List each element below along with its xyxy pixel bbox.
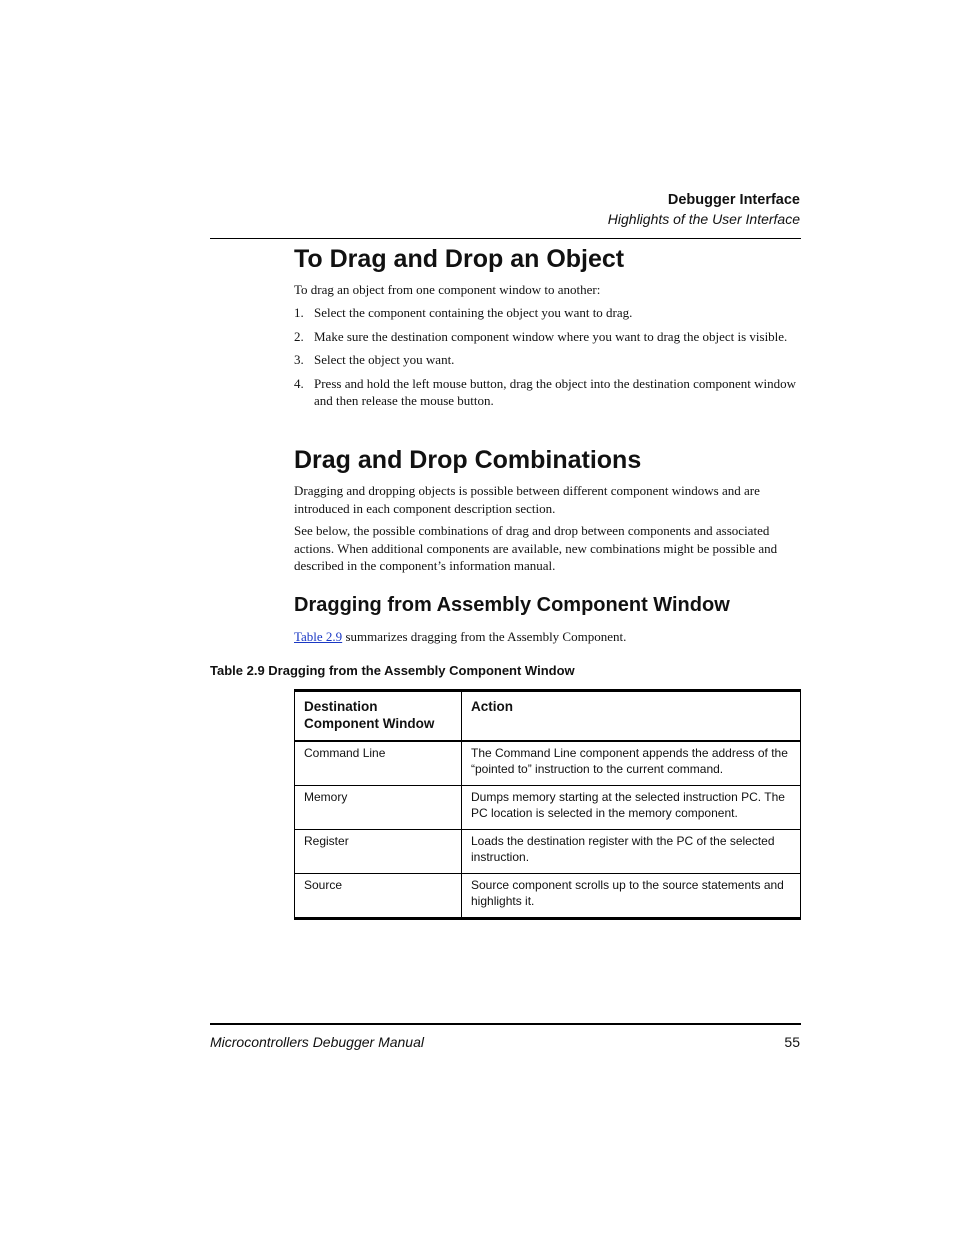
paragraph	[294, 628, 800, 646]
list-item	[294, 328, 800, 346]
step-text: Select the object you want.	[314, 352, 455, 367]
list-item	[294, 375, 800, 410]
header-rule	[210, 238, 801, 239]
page-number: 55	[784, 1034, 800, 1050]
step-number: 4.	[294, 375, 304, 391]
section-heading-dragging-from-assembly: Dragging from Assembly Component Window	[294, 594, 730, 616]
paragraph: Dragging and dropping objects is possible between different component windows and are introduced in each component description section.	[294, 483, 760, 516]
section-heading-drag-and-drop-combinations: Drag and Drop Combinations	[294, 446, 642, 474]
step-number: 1.	[294, 305, 304, 320]
column-header-action: Action	[462, 691, 801, 742]
drag-combinations-table	[294, 689, 801, 920]
table-row	[295, 786, 801, 830]
running-header-title: Debugger Interface	[667, 192, 800, 208]
step-number: 2.	[294, 328, 304, 344]
section-intro: To drag an object from one component window to another:	[294, 282, 601, 297]
table-cell-action: Dumps memory starting at the selected instruction PC. The PC location is selected in the memory component.	[462, 786, 801, 830]
table-cell-action: The Command Line component appends the address of the “pointed to” instruction to the current command.	[462, 741, 801, 786]
table-row	[295, 830, 801, 874]
step-text: Press and hold the left mouse button, drag the object into the destination component window and then release the mouse button.	[314, 375, 796, 408]
table-cell-destination: Register	[295, 830, 462, 874]
table-row	[295, 741, 801, 786]
table-cell-destination: Command Line	[295, 741, 462, 786]
table-row	[295, 874, 801, 919]
table-cell-destination: Memory	[295, 786, 462, 830]
paragraph-text: summarizes dragging from the Assembly Component.	[342, 629, 627, 644]
steps-list	[294, 304, 800, 410]
step-text: Select the component containing the object you want to drag.	[314, 305, 633, 320]
table-cell-action: Source component scrolls up to the source statements and highlights it.	[462, 874, 801, 919]
list-item	[294, 304, 800, 322]
column-header-destination: Destination Component Window	[295, 691, 462, 742]
list-item	[294, 351, 800, 369]
table-cell-action: Loads the destination register with the PC of the selected instruction.	[462, 830, 801, 874]
table-caption: Table 2.9 Dragging from the Assembly Component Window	[210, 663, 575, 678]
footer-rule	[210, 1023, 801, 1025]
step-number: 3.	[294, 352, 304, 367]
running-header-subtitle: Highlights of the User Interface	[607, 211, 800, 227]
section-heading-drag-and-drop-object: To Drag and Drop an Object	[294, 245, 625, 273]
table-header-row	[295, 691, 801, 742]
table-cell-destination: Source	[295, 874, 462, 919]
paragraph: See below, the possible combinations of drag and drop between components and associated actions. When additional components are available, new combinations might be possible and described in the component’s information manual.	[294, 523, 778, 573]
footer-manual-title: Microcontrollers Debugger Manual	[210, 1034, 424, 1050]
table-reference-link[interactable]: Table 2.9	[294, 629, 343, 644]
step-text: Make sure the destination component window where you want to drag the object is visible.	[314, 328, 788, 344]
